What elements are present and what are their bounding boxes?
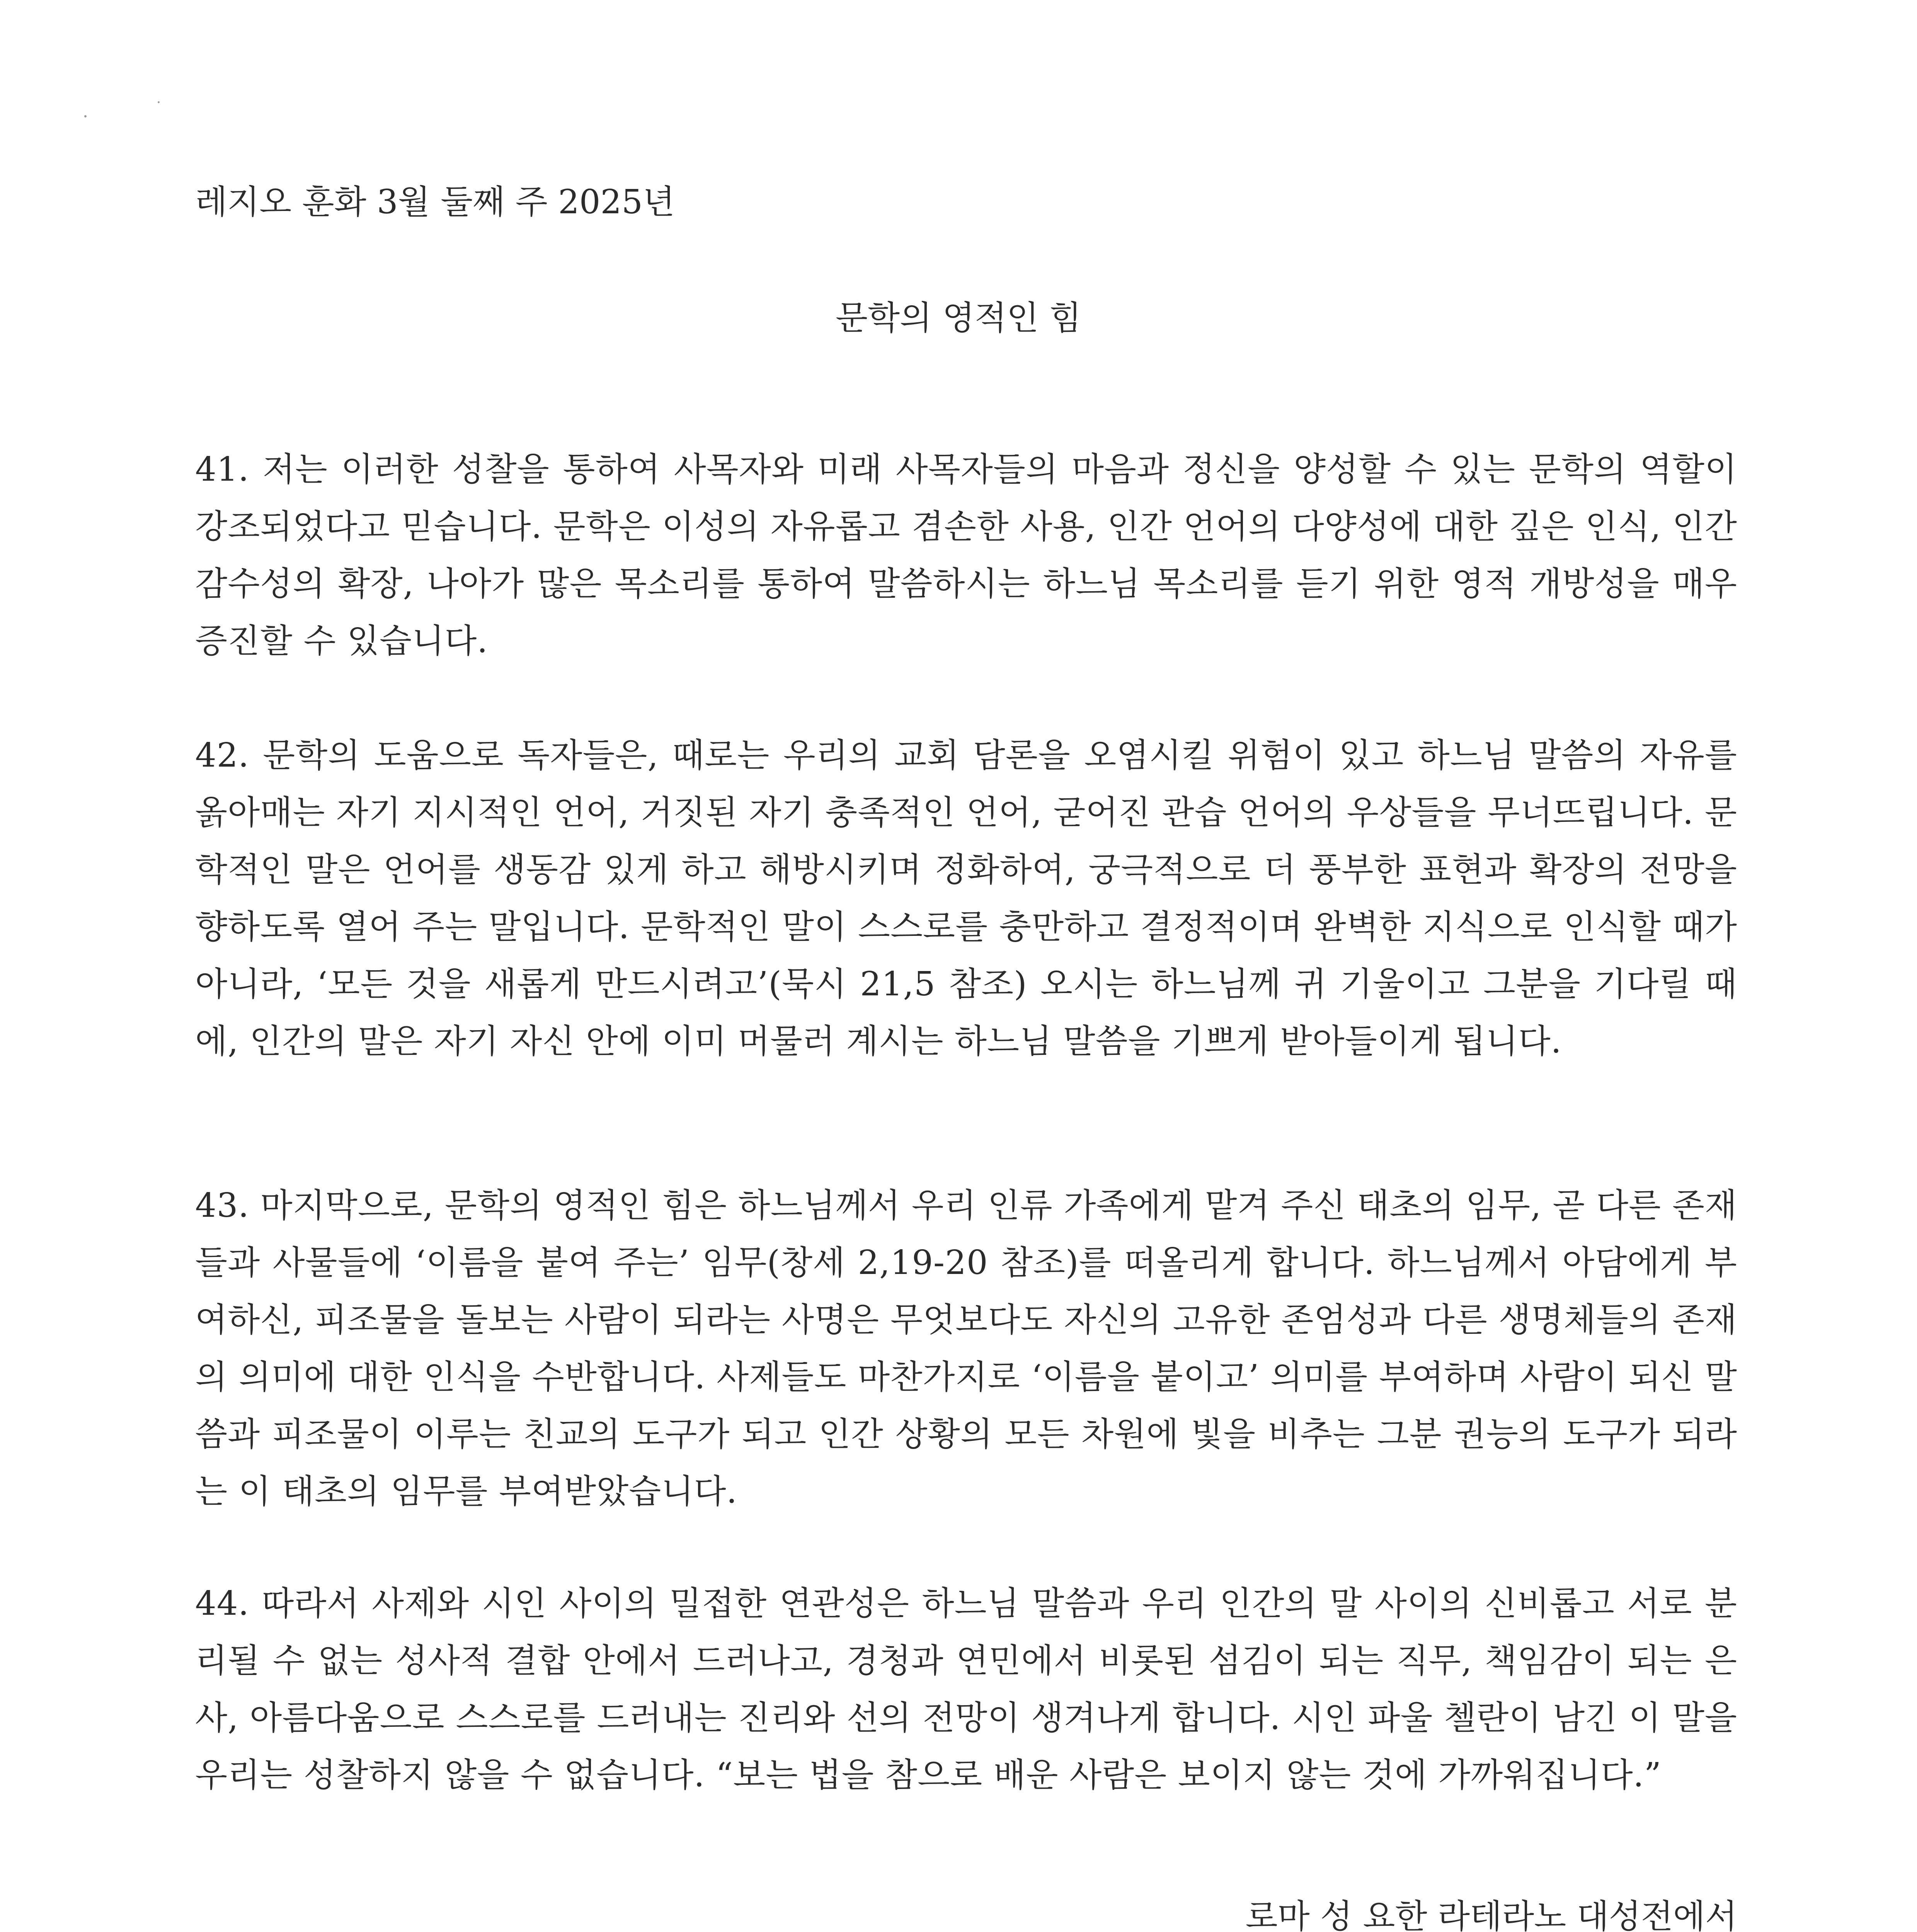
document-header: 레지오 훈화 3월 둘째 주 2025년 xyxy=(195,183,675,221)
scan-speck xyxy=(84,115,87,117)
paragraph-43: 43. 마지막으로, 문학의 영적인 힘은 하느님께서 우리 인류 가족에게 맡겨 주신 태초의 임무, 곧 다른 존재들과 사물들에 ‘이름을 붙여 주는’ 임무(창세 2,19-20 참조)를 떠올리게 합니다. 하느님께서 아담에게 부여하신, 피조물을 돌보는 사람이 되라는 사명은 무엇보다도 자신의 고유한 존엄성과 다른 생명체들의 존재의 의미에 대한 인식을 수반합니다. 사제들도 마찬가지로 ‘이름을 붙이고’ 의미를 부여하며 사람이 되신 말씀과 피조물이 이루는 친교의 도구가 되고 인간 상황의 모든 차원에 빛을 비추는 그분 권능의 도구가 되라는 이 태초의 임무를 부여받았습니다. xyxy=(195,1186,1737,1511)
scan-speck xyxy=(158,101,160,103)
paragraph-41: 41. 저는 이러한 성찰을 통하여 사목자와 미래 사목자들의 마음과 정신을 양성할 수 있는 문학의 역할이 강조되었다고 믿습니다. 문학은 이성의 자유롭고 겸손한 사용, 인간 언어의 다양성에 대한 깊은 인식, 인간 감수성의 확장, 나아가 많은 목소리를 통하여 말씀하시는 하느님 목소리를 듣기 위한 영적 개방성을 매우 증진할 수 있습니다. xyxy=(195,450,1737,660)
paragraph-44: 44. 따라서 사제와 시인 사이의 밀접한 연관성은 하느님 말씀과 우리 인간의 말 사이의 신비롭고 서로 분리될 수 없는 성사적 결합 안에서 드러나고, 경청과 연민에서 비롯된 섬김이 되는 직무, 책임감이 되는 은사, 아름다움으로 스스로를 드러내는 진리와 선의 전망이 생겨나게 합니다. 시인 파울 첼란이 남긴 이 말을 우리는 성찰하지 않을 수 없습니다. “보는 법을 참으로 배운 사람은 보이지 않는 것에 가까워집니다.” xyxy=(195,1584,1737,1794)
document-title: 문학의 영적인 힘 xyxy=(835,299,1082,337)
signature-block xyxy=(1246,1886,1737,1932)
signature-place: 로마 성 요한 라테라노 대성전에서 xyxy=(1245,1897,1737,1932)
paragraph-42: 42. 문학의 도움으로 독자들은, 때로는 우리의 교회 담론을 오염시킬 위험이 있고 하느님 말씀의 자유를 옭아매는 자기 지시적인 언어, 거짓된 자기 충족적인 언어, 굳어진 관습 언어의 우상들을 무너뜨립니다. 문학적인 말은 언어를 생동감 있게 하고 해방시키며 정화하여, 궁극적으로 더 풍부한 표현과 확장의 전망을 향하도록 열어 주는 말입니다. 문학적인 말이 스스로를 충만하고 결정적이며 완벽한 지식으로 인식할 때가 아니라, ‘모든 것을 새롭게 만드시려고’(묵시 21,5 참조) 오시는 하느님께 귀 기울이고 그분을 기다릴 때에, 인간의 말은 자기 자신 안에 이미 머물러 계시는 하느님 말씀을 기쁘게 받아들이게 됩니다. xyxy=(195,736,1737,1061)
